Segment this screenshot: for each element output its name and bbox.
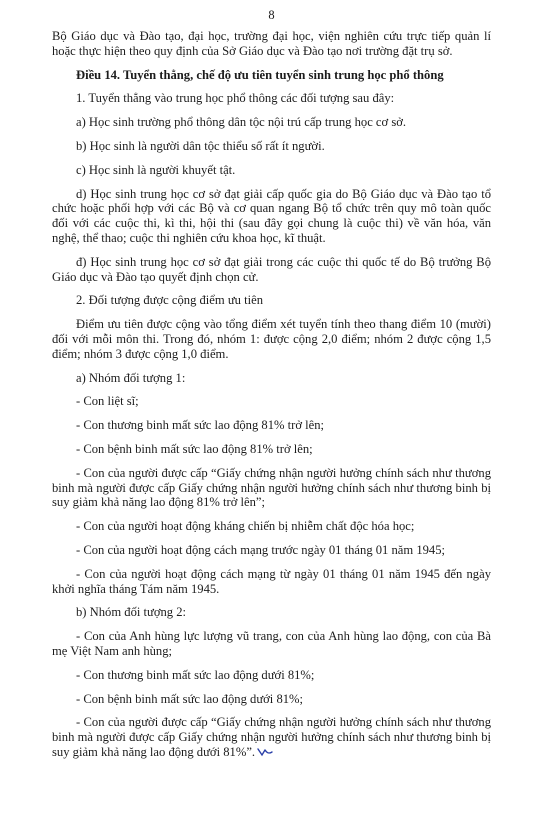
section-1-item-d: d) Học sinh trung học cơ sở đạt giải cấp quốc gia do Bộ Giáo dục và Đào tạo tổ chức hoặc phối hợp với các Bộ và cơ quan ngang Bộ tổ chức trên quy mô toàn quốc đối với các cuộc thi, kì thi, hội thi (sau đây gọi chung là cuộc thi) về văn hóa, văn nghệ, thể thao; cuộc thi nghiên cứu khoa học, kĩ thuật. [52,186,491,245]
section-2-title: 2. Đối tượng được cộng điểm ưu tiên [76,293,263,308]
section-1-item-a: a) Học sinh trường phổ thông dân tộc nội trú cấp trung học cơ sở. [76,115,407,130]
section-1-title: 1. Tuyển thẳng vào trung học phổ thông các đối tượng sau đây: [76,91,395,106]
group-b-item-last [52,715,491,759]
section-2-description: Điểm ưu tiên được cộng vào tổng điểm xét tuyển tính theo thang điểm 10 (mười) đối với mỗi môn thi. Trong đó, nhóm 1: được cộng 2,0 điểm; nhóm 2 được cộng 1,5 điểm; nhóm 3 được cộng 1,0 điểm. [52,317,491,361]
group-b-title: b) Nhóm đối tượng 2: [76,605,187,620]
group-a-item: - Con thương binh mất sức lao động 81% trở lên; [76,418,325,433]
intro-continuation: Bộ Giáo dục và Đào tạo, đại học, trường đại học, viện nghiên cứu trực tiếp quản lí hoặc thực hiện theo quy định của Sở Giáo dục và Đào tạo nơi trường đặt trụ sở. [52,29,491,58]
section-1-item-c: c) Học sinh là người khuyết tật. [76,162,236,177]
group-a-item: - Con liệt sĩ; [76,394,139,409]
group-a-item: - Con của người hoạt động cách mạng từ ngày 01 tháng 01 năm 1945 đến ngày khởi nghĩa tháng Tám năm 1945. [52,566,491,596]
article-heading: Điều 14. Tuyển thẳng, chế độ ưu tiên tuyển sinh trung học phổ thông [76,67,444,82]
group-b-item-last-text: - Con của người được cấp “Giấy chứng nhận người hưởng chính sách như thương binh mà người được cấp Giấy chứng nhận người hưởng chính sách như thương binh bị suy giảm khả năng lao động dưới 81%”. [52,715,491,759]
page-number: 8 [268,8,275,22]
handwritten-mark-icon [257,747,273,757]
group-b-item: - Con của Anh hùng lực lượng vũ trang, con của Anh hùng lao động, con của Bà mẹ Việt Nam anh hùng; [52,629,491,658]
group-b-item: - Con bệnh binh mất sức lao động dưới 81%; [76,691,304,706]
group-a-item: - Con của người hoạt động kháng chiến bị nhiễm chất độc hóa học; [76,519,415,534]
group-a-item: - Con của người hoạt động cách mạng trước ngày 01 tháng 01 năm 1945; [76,542,446,557]
group-a-item: - Con của người được cấp “Giấy chứng nhận người hưởng chính sách như thương binh mà người được cấp Giấy chứng nhận người hưởng chính sách như thương binh bị suy giảm khả năng lao động 81% trở lên”; [52,465,491,510]
group-b-item: - Con thương binh mất sức lao động dưới 81%; [76,667,315,682]
group-a-item: - Con bệnh binh mất sức lao động 81% trở lên; [76,441,313,456]
group-a-title: a) Nhóm đối tượng 1: [76,370,186,385]
section-1-item-b: b) Học sinh là người dân tộc thiểu số rất ít người. [76,138,325,153]
section-1-item-dd: đ) Học sinh trung học cơ sở đạt giải trong các cuộc thi quốc tế do Bộ trưởng Bộ Giáo dục và Đào tạo quyết định chọn cử. [52,254,491,284]
